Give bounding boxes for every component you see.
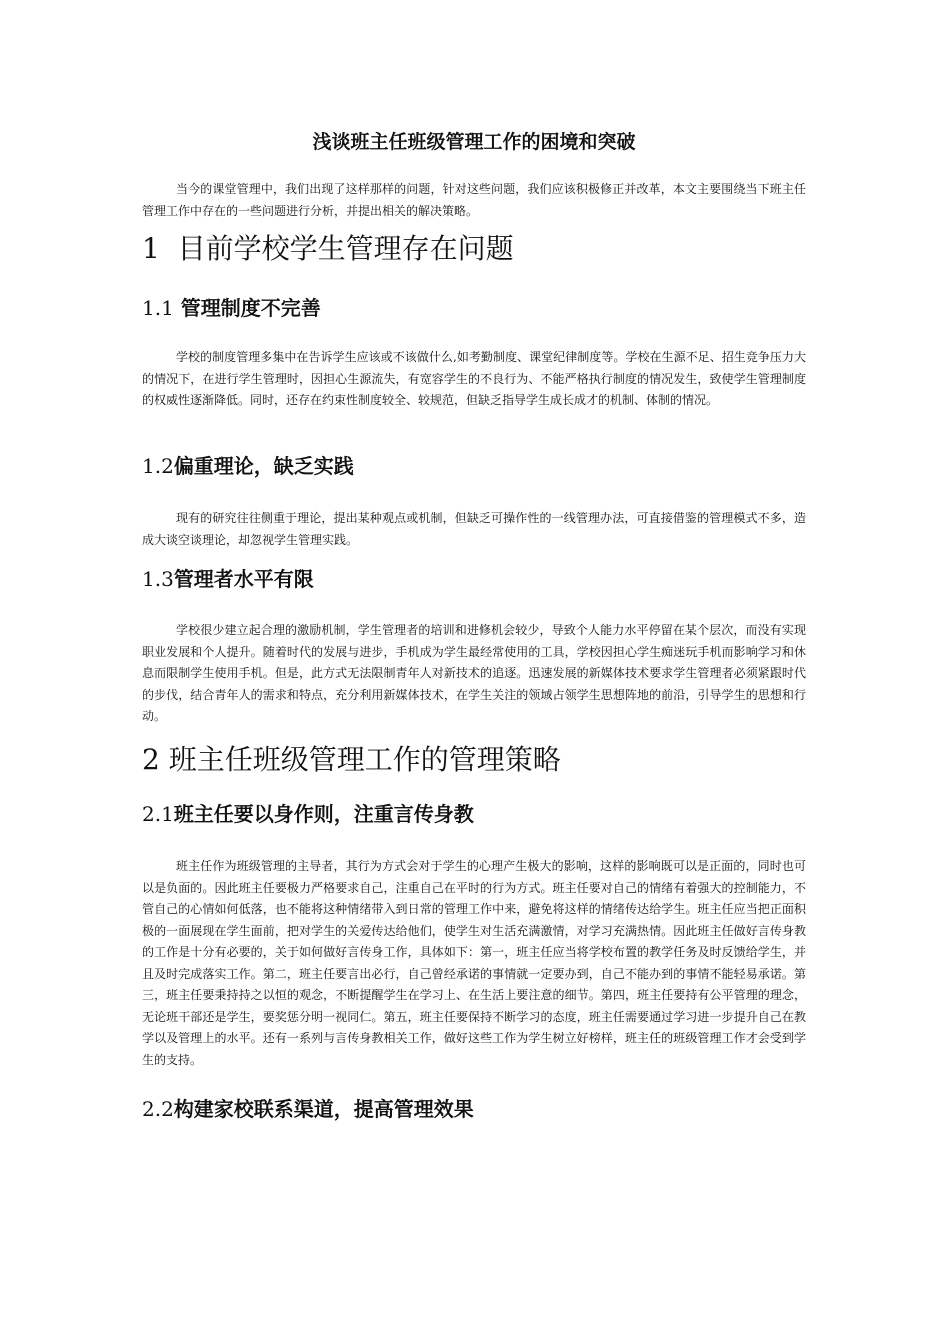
subsection-1-2-title: 偏重理论，缺乏实践 bbox=[173, 454, 354, 478]
subsection-2-1-title: 班主任要以身作则，注重言传身教 bbox=[173, 802, 474, 826]
subsection-1-3-heading bbox=[142, 565, 314, 593]
subsection-1-1-title: 管理制度不完善 bbox=[180, 296, 321, 320]
intro-paragraph: 当今的课堂管理中，我们出现了这样那样的问题，针对这些问题，我们应该积极修正并改革，本文主要围绕当下班主任管理工作中存在的一些问题进行分析，并提出相关的解决策略。 bbox=[142, 182, 806, 218]
subsection-2-2-number: 2.2 bbox=[142, 1097, 174, 1121]
subsection-1-1-heading bbox=[142, 294, 321, 322]
subsection-1-2-number: 1.2 bbox=[142, 454, 174, 478]
subsection-1-3-title: 管理者水平有限 bbox=[173, 567, 314, 591]
section-1-heading bbox=[142, 231, 514, 267]
document-title: 浅谈班主任班级管理工作的困境和突破 bbox=[312, 131, 636, 153]
section-2-title: 班主任班级管理工作的管理策略 bbox=[168, 743, 561, 776]
subsection-2-2-heading bbox=[142, 1095, 474, 1123]
subsection-1-1-number: 1.1 bbox=[142, 296, 174, 320]
section-1-number: 1 bbox=[142, 232, 160, 265]
subsection-2-1-number: 2.1 bbox=[142, 802, 174, 826]
subsection-1-2-body: 现有的研究往往侧重于理论，提出某种观点或机制，但缺乏可操作性的一线管理办法，可直接借鉴的管理模式不多，造成大谈空谈理论，却忽视学生管理实践。 bbox=[142, 511, 806, 547]
subsection-2-1-heading bbox=[142, 800, 474, 828]
subsection-1-2-heading bbox=[142, 452, 354, 480]
subsection-2-1-body: 班主任作为班级管理的主导者，其行为方式会对于学生的心理产生极大的影响，这样的影响既可以是正面的，同时也可以是负面的。因此班主任要极力严格要求自己，注重自己在平时的行为方式。班主任要对自己的情绪有着强大的控制能力，不管自己的心情如何低落，也不能将这种情绪带入到日常的管理工作中来，避免将这样的情绪传达给学生。班主任应当把正面积极的一面展现在学生面前，把对学生的关爱传达给他们，使学生对生活充满激情，对学习充满热情。因此班主任做好言传身教的工作是十分有必要的，关于如何做好言传身工作，具体如下：第一，班主任应当将学校布置的教学任务及时反馈给学生，并且及时完成落实工作。第二，班主任要言出必行，自己曾经承诺的事情就一定要办到，自己不能办到的事情不能轻易承诺。第三，班主任要秉持持之以恒的观念，不断提醒学生在学习上、在生活上要注意的细节。第四，班主任要持有公平管理的理念，无论班干部还是学生，要奖惩分明一视同仁。第五，班主任要保持不断学习的态度，班主任需要通过学习进一步提升自己在教学以及管理上的水平。还有一系列与言传身教相关工作，做好这些工作为学生树立好榜样，班主任的班级管理工作才会受到学生的支持。 bbox=[142, 859, 806, 1067]
section-2-number: 2 bbox=[142, 743, 160, 776]
subsection-1-1-body: 学校的制度管理多集中在告诉学生应该或不该做什么,如考勤制度、课堂纪律制度等。学校在生源不足、招生竞争压力大的情况下，在进行学生管理时，因担心生源流失，有宽容学生的不良行为、不能严格执行制度的情况发生，致使学生管理制度的权威性逐渐降低。同时，还存在约束性制度较全、较规范，但缺乏指导学生成长成才的机制、体制的情况。 bbox=[142, 350, 806, 407]
subsection-2-2-title: 构建家校联系渠道，提高管理效果 bbox=[173, 1097, 474, 1121]
section-1-title: 目前学校学生管理存在问题 bbox=[177, 232, 514, 265]
section-2-heading bbox=[142, 742, 561, 778]
subsection-1-3-body: 学校很少建立起合理的激励机制，学生管理者的培训和进修机会较少，导致个人能力水平停留在某个层次，而没有实现职业发展和个人提升。随着时代的发展与进步，手机成为学生最经常使用的工具，学校因担心学生痴迷玩手机而影响学习和休息而限制学生使用手机。但是，此方式无法限制青年人对新技术的追逐。迅速发展的新媒体技术要求学生管理者必须紧跟时代的步伐，结合青年人的需求和特点，充分利用新媒体技术，在学生关注的领域占领学生思想阵地的前沿，引导学生的思想和行动。 bbox=[142, 623, 806, 723]
subsection-1-3-number: 1.3 bbox=[142, 567, 174, 591]
